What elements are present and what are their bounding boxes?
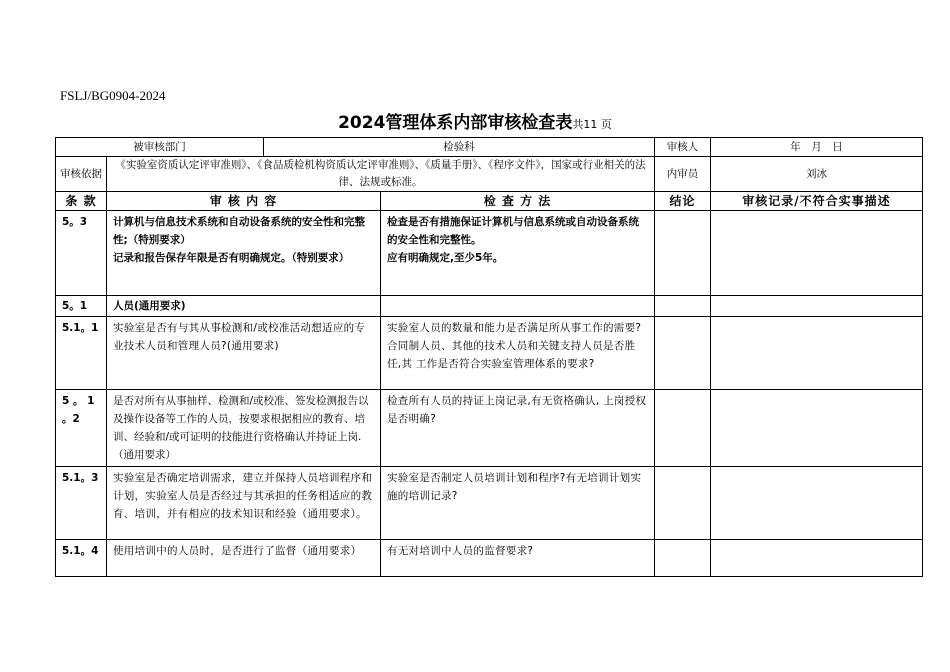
header-record: 审核记录/不符合实事描述 bbox=[711, 192, 923, 211]
row-clause: 5。1 bbox=[56, 296, 107, 317]
header-conclusion: 结论 bbox=[655, 192, 711, 211]
row-clause: 5.1。1 bbox=[56, 317, 107, 390]
page-title bbox=[0, 108, 950, 133]
row-record bbox=[711, 390, 923, 467]
title-text: 2024管理体系内部审核检查表 bbox=[338, 113, 573, 133]
header-content: 审 核 内 容 bbox=[107, 192, 381, 211]
row-conclusion bbox=[655, 390, 711, 467]
row-content: 使用培训中的人员时，是否进行了监督（通用要求） bbox=[107, 540, 381, 577]
row-method: 实验室人员的数量和能力是否满足所从事工作的需要?合同制人员、其他的技术人员和关键支持人员是否胜任,其 工作是否符合实验室管理体系的要求? bbox=[381, 317, 655, 390]
basis-label: 审核依据 bbox=[56, 157, 107, 192]
row-record bbox=[711, 211, 923, 296]
header-clause: 条 款 bbox=[56, 192, 107, 211]
row-conclusion bbox=[655, 317, 711, 390]
row-conclusion bbox=[655, 540, 711, 577]
table-row bbox=[56, 540, 923, 577]
table-row bbox=[56, 467, 923, 540]
row-content: 实验室是否确定培训需求，建立并保持人员培训程序和计划，实验室人员是否经过与其承担的任务相适应的教育、培训，并有相应的技术知识和经验（通用要求）。 bbox=[107, 467, 381, 540]
row-record bbox=[711, 467, 923, 540]
dept-label: 被审核部门 bbox=[56, 138, 264, 157]
row-content: 是否对所有从事抽样、检测和/或校准、签发检测报告以及操作设备等工作的人员，按要求根据相应的教育、培训、经验和/或可证明的技能进行资格确认并持证上岗.（通用要求） bbox=[107, 390, 381, 467]
internal-auditor-label: 内审员 bbox=[655, 157, 711, 192]
table-row bbox=[56, 211, 923, 296]
row-content: 人员(通用要求) bbox=[107, 296, 381, 317]
auditor-label: 审核人 bbox=[655, 138, 711, 157]
row-method: 有无对培训中人员的监督要求? bbox=[381, 540, 655, 577]
row-clause: 5。3 bbox=[56, 211, 107, 296]
row-method bbox=[381, 296, 655, 317]
title-pages: 共11 页 bbox=[572, 118, 612, 131]
table-row bbox=[56, 317, 923, 390]
column-header-row bbox=[56, 192, 923, 211]
row-record bbox=[711, 540, 923, 577]
info-row-basis bbox=[56, 157, 923, 192]
basis-text: 《实验室资质认定评审准则》、《食品质检机构资质认定评审准则》、《质量手册》、《程序文件》，国家或行业相关的法律、法规或标准。 bbox=[107, 157, 655, 192]
table-row bbox=[56, 390, 923, 467]
row-clause: 5.1。4 bbox=[56, 540, 107, 577]
row-conclusion bbox=[655, 467, 711, 540]
info-row-dept bbox=[56, 138, 923, 157]
row-method: 检查是否有措施保证计算机与信息系统或自动设备系统的安全性和完整性。 应有明确规定,至少5年。 bbox=[381, 211, 655, 296]
audit-checklist-table bbox=[55, 137, 923, 577]
row-clause: 5.1。3 bbox=[56, 467, 107, 540]
table-row bbox=[56, 296, 923, 317]
row-record bbox=[711, 317, 923, 390]
row-method: 检查所有人员的持证上岗记录,有无资格确认, 上岗授权是否明确? bbox=[381, 390, 655, 467]
row-content: 实验室是否有与其从事检测和/或校准活动想适应的专业技术人员和管理人员?(通用要求) bbox=[107, 317, 381, 390]
row-conclusion bbox=[655, 211, 711, 296]
date-label: 年 月 日 bbox=[711, 138, 923, 157]
dept-value: 检验科 bbox=[264, 138, 655, 157]
row-clause: 5 。 1 。2 bbox=[56, 390, 107, 467]
row-content: 计算机与信息技术系统和自动设备系统的安全性和完整性;（特别要求） 记录和报告保存年限是否有明确规定。（特别要求） bbox=[107, 211, 381, 296]
row-record bbox=[711, 296, 923, 317]
document-number: FSLJ/BG0904-2024 bbox=[60, 88, 166, 103]
header-method: 检 查 方 法 bbox=[381, 192, 655, 211]
internal-auditor-value: 刘冰 bbox=[711, 157, 923, 192]
row-conclusion bbox=[655, 296, 711, 317]
row-method: 实验室是否制定人员培训计划和程序?有无培训计划实施的培训记录? bbox=[381, 467, 655, 540]
